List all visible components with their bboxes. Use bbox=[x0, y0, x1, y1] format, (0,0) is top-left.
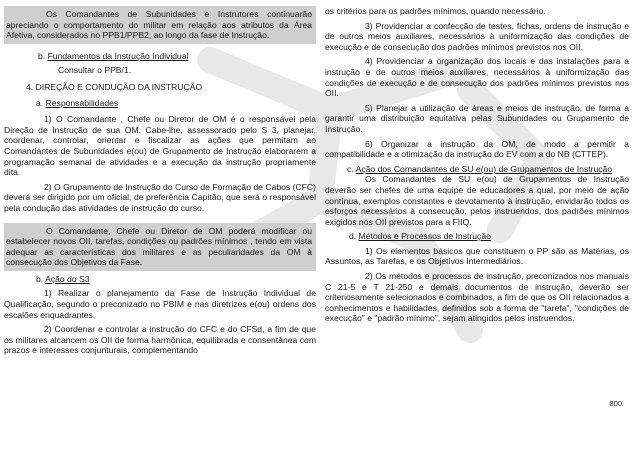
right-column bbox=[325, 6, 629, 324]
section-d-title: Métodos e Processos de Instrução bbox=[358, 231, 491, 242]
section-b2-heading bbox=[4, 274, 316, 285]
section-a-label: a. bbox=[36, 97, 44, 108]
paragraph-areas: 5) Planejar a utilização de áreas e meios de instrução, de forma a garantir uma distribuição equitativa pelas Subunidades ou Grupamento de Instrução. bbox=[325, 102, 629, 134]
shaded-note-affective: Os Comandantes de Subunidades e Instrutores continuarão apreciando o comportamento do militar em relação aos atributos da Área Afetiva, considerados no PPB1/PPB2, ao longo da fase de Instrução. bbox=[4, 6, 316, 44]
shaded-note-commander-changes: O Comandante, Chefe ou Diretor de OM poderá modificar ou estabelecer novos OII, tarefas, condições ou padrões mínimos , tendo em vista adequar as características dos militares e as peculiaridades da OM à consecução dos Objetivos da Fase. bbox=[4, 223, 316, 271]
section-d-label: d. bbox=[349, 231, 357, 242]
paragraph-commander-responsibility: 1) O Comandante , Chefe ou Diretor de OM é o responsável pela Direção de Instrução de sua OM. Cabe-lhe, assessorado pelo S 3, planejar, coordenar, controlar, orientar e fiscalizar as ações que permitam ao Comandantes de Subunidades e(ou) de Grupamento de Instrução elaborarem a programação semanal de atividades e a execução da instrução propriamente dita. bbox=[4, 114, 316, 178]
section-4-heading: 4. DIREÇÃO E CONDUÇÃO DA INSTRUÇÃO bbox=[26, 81, 203, 92]
paragraph-basic-elements: 1) Os elementos básicos que constituem o PP são as Matérias, os Assuntos, as Tarefas, e os Objetivos Intermediários. bbox=[325, 245, 629, 267]
section-a-heading bbox=[4, 98, 316, 109]
left-column bbox=[4, 6, 316, 356]
section-b-text: Consultar o PPB/1. bbox=[58, 65, 132, 76]
section-b-label: b. bbox=[38, 50, 46, 61]
section-d-heading bbox=[325, 231, 629, 242]
section-c-label: c. bbox=[347, 163, 354, 174]
section-b2-title: Ação do S3 bbox=[45, 273, 90, 284]
page-number: 800 bbox=[609, 399, 622, 408]
section-b2-label: b. bbox=[36, 273, 44, 284]
section-a-title: Responsabilidades bbox=[45, 97, 119, 108]
paragraph-s3-planning: 1) Realizar o planejamento da Fase de Instrução Individual de Qualificação, segundo o preconizado no PBIM e nas diretrizes e(ou) ordens dos escalões enquadrantes. bbox=[4, 288, 316, 320]
paragraph-methods: 2) Os métodos e processos de instrução, preconizados nos manuais C 21-5 e T 21-250 e demais documentos de instrução, deverão ser criteriosamente selecionados e combinados, a fim de que os OII relacionados a conhecimentos e habilidades, definidos sob a forma de "tarefa", "condições de execução" e "padrão mínimo", sejam atingidos pelos instruendos. bbox=[325, 271, 629, 324]
paragraph-facilities: 4) Providenciar a organização dos locais e das instalações para a instrução e de outros meios auxiliares, necessários à uniformização das condições de execução e de consecução dos padrões mínimos previstos nos OII. bbox=[325, 56, 629, 99]
paragraph-continuation: os critérios para os padrões mínimos, quando necessário. bbox=[325, 6, 546, 16]
paragraph-commanders-su: Os Comandantes de SU e(ou) de Grupamentos de Instrução deverão ser chefes de uma equipe de educadores a qual, por meio de ação contínua, exemplos constantes e devotamento à instrução, envidarão todos os esforços necessários à consecução, pelos instruendos, dos padrões mínimos exigidos nos OII previstos para a FIIQ. bbox=[325, 174, 629, 227]
paragraph-s3-coordination: 2) Coordenar e controlar a instrução do CFC e do CFSd, a fim de que os militares alcancem os OII de forma harmônica, equilibrada e consentânea com prazos e interesses conjunturais, complementando bbox=[4, 324, 316, 356]
paragraph-tests: 3) Providenciar a confecção de testes, fichas, ordens de instrução e de outros meios auxiliares, necessários à uniformização das condições de execução e de consecução dos padrões mínimos previstos nos OII. bbox=[325, 20, 629, 52]
section-c-heading bbox=[325, 164, 629, 175]
section-b-title: Fundamentos da Instrução Individual bbox=[47, 50, 189, 61]
paragraph-organization: 6) Organizar a instrução da OM, de modo a permitir a compatibilidade e a otimização da instrução do EV com a do NB (CTTEP). bbox=[325, 138, 629, 160]
paragraph-cfc-group: 2) O Grupamento de Instrução do Curso de Formação de Cabos (CFC) deverá ser dirigido por um oficial, de preferência Capitão, que será o responsável pela condução das atividades de instrução do curso. bbox=[4, 181, 316, 213]
section-c-title: Ação dos Comandantes de SU e(ou) de Grupamentos de Instrução bbox=[355, 163, 613, 174]
section-b-heading bbox=[4, 51, 316, 62]
